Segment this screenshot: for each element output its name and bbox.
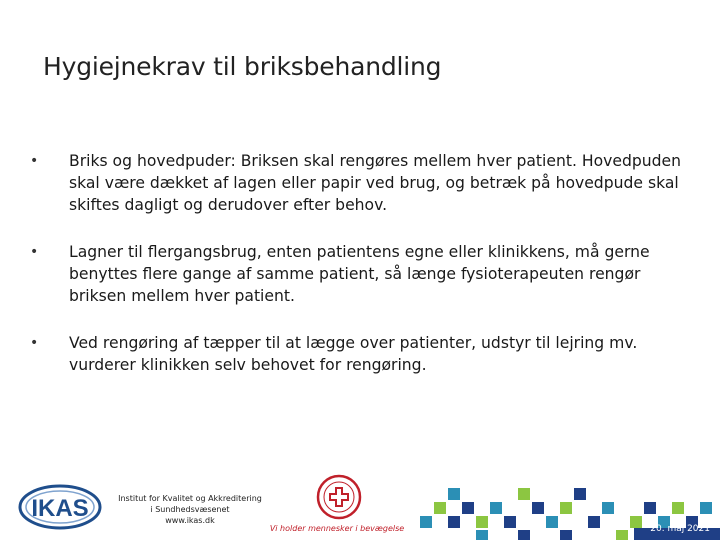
institute-info: [110, 493, 270, 526]
bullet-item: [30, 150, 690, 216]
institute-website[interactable]: www.ikas.dk: [165, 516, 215, 525]
bullet-text: Ved rengøring af tæpper til at lægge over patienter, udstyr til lejring mv. vurderer klinikken selv behovet for rengøring.: [69, 334, 638, 374]
bullet-marker: •: [30, 244, 39, 260]
institute-name: Institut for Kvalitet og Akkreditering: [118, 494, 262, 503]
association-seal-icon: [316, 474, 362, 520]
tagline: Vi holder mennesker i bevægelse: [269, 524, 405, 533]
bullet-text: Briks og hovedpuder: Briksen skal rengøres mellem hver patient. Hovedpuden skal være dækket af lagen eller papir ved brug, og betræk på hovedpude skal skiftes dagligt og derudover efter behov.: [69, 152, 682, 214]
footer: [0, 460, 720, 540]
institute-subtitle: i Sundhedsvæsenet: [150, 505, 230, 514]
ikas-logo: [16, 474, 108, 534]
ikas-logo-text: IKAS: [31, 495, 89, 522]
bullet-marker: •: [30, 153, 39, 169]
slide-title: Hygiejnekrav til briksbehandling: [43, 52, 442, 81]
bullet-list: [30, 150, 690, 401]
bullet-item: [30, 332, 690, 376]
bullet-marker: •: [30, 335, 39, 351]
slide-date: 20. maj 2021: [650, 524, 710, 534]
bullet-text: Lagner til flergangsbrug, enten patientens egne eller klinikkens, må gerne benyttes flere gange af samme patient, så længe fysioterapeuten rengør briksen mellem hver patient.: [69, 243, 650, 305]
bullet-item: [30, 241, 690, 307]
